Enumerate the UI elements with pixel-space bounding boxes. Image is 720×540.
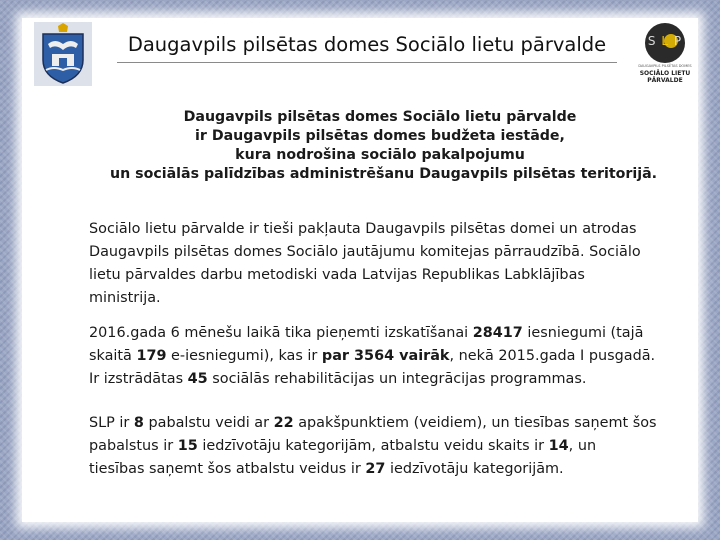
stat-subpoints: 22 [273, 415, 294, 431]
stat-benefit-types: 8 [133, 415, 144, 431]
intro-line: Daugavpils pilsētas domes Sociālo lietu pārvalde [183, 109, 577, 125]
slide [22, 18, 698, 522]
stat-support-categories: 27 [365, 461, 386, 477]
stat-applications: 28417 [472, 325, 523, 341]
paragraph-line: Ir izstrādātas 45 sociālās rehabilitācijas un integrācijas programmas. [89, 371, 587, 387]
stat-increase: par 3564 vairāk [321, 348, 450, 364]
paragraph-line: SLP ir 8 pabalstu veidi ar 22 apakšpunktiem (veidiem), un tiesības saņemt šos [89, 415, 657, 431]
intro-line: un sociālās palīdzības administrēšanu Daugavpils pilsētas teritorijā. [110, 166, 658, 182]
title-underline [117, 62, 617, 63]
intro-line: ir Daugavpils pilsētas domes budžeta iestāde, [195, 128, 565, 144]
stat-categories: 15 [177, 438, 198, 454]
daugavpils-coat-of-arms-icon [34, 22, 92, 86]
paragraph-line: ministrija. [89, 290, 161, 306]
stat-e-applications: 179 [136, 348, 167, 364]
paragraph-line: 2016.gada 6 mēnešu laikā tika pieņemti izskatīšanai 28417 iesniegumi (tajā [89, 325, 644, 341]
paragraph-line: tiesības saņemt šos atbalstu veidus ir 27 iedzīvotāju kategorijām. [89, 461, 564, 477]
page-title: Daugavpils pilsētas domes Sociālo lietu pārvalde [127, 33, 607, 56]
paragraph-line: lietu pārvaldes darbu metodiski vada Latvijas Republikas Labklājības [89, 267, 585, 283]
slp-logo [634, 23, 696, 91]
paragraph-line: skaitā 179 e-iesniegumi), kas ir par 3564 vairāk, nekā 2015.gada I pusgadā. [89, 348, 656, 364]
slide-header [22, 18, 698, 88]
paragraph-applications [89, 322, 654, 391]
paragraph-line: pabalstus ir 15 iedzīvotāju kategorijām, atbalstu veidu skaits ir 14, un [89, 438, 597, 454]
paragraph-subordination [89, 218, 654, 310]
paragraph-benefits [89, 412, 657, 481]
stat-programmes: 45 [187, 371, 208, 387]
paragraph-line: Daugavpils pilsētas domes Sociālo jautājumu komitejas pārraudzībā. Sociālo [89, 244, 641, 260]
stat-support-types: 14 [548, 438, 569, 454]
slp-logo-caption: SOCIĀLO LIETU PĀRVALDE [639, 70, 691, 84]
intro-line: kura nodrošina sociālo pakalpojumu [235, 147, 525, 163]
intro-statement [110, 108, 658, 184]
slp-logo-letters: S L P [647, 34, 683, 48]
slp-logo-caption-small: DAUGAVPILS PILSĒTAS DOMES [638, 64, 692, 68]
paragraph-line: Sociālo lietu pārvalde ir tieši pakļauta Daugavpils pilsētas domei un atrodas [89, 221, 637, 237]
